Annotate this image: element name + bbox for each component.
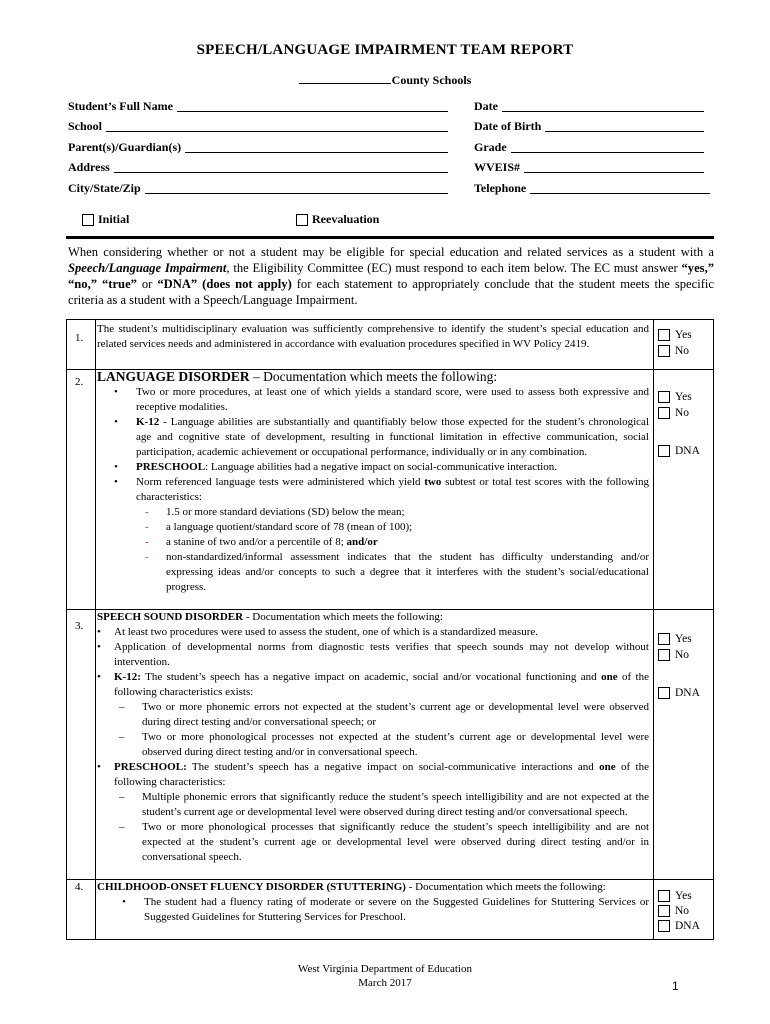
school-field[interactable]: [68, 119, 448, 134]
item-3-text: [97, 610, 649, 865]
answer-column-divider: [653, 320, 654, 939]
reevaluation-label: Reevaluation: [312, 212, 380, 226]
intro-text-1: When considering whether or not a student may be eligible for special education and related services as a student with a: [68, 245, 714, 259]
item-3-bullet-1: • At least two procedures were used to assess the student, one of which is a standardized measure.: [97, 626, 538, 638]
item-2-no[interactable]: [658, 407, 689, 419]
item-1-yes[interactable]: [658, 329, 692, 341]
item-1-no-label: No: [675, 345, 690, 357]
item-3-yes[interactable]: [658, 633, 692, 645]
item-2-text: [97, 369, 649, 595]
telephone-label: Telephone: [474, 181, 527, 195]
item-2-dna[interactable]: [658, 445, 700, 457]
item-3-yes-label: Yes: [675, 633, 692, 645]
date-line[interactable]: [502, 100, 704, 112]
page-number: 1: [672, 979, 679, 993]
item-2-number: 2.: [75, 376, 84, 388]
reevaluation-checkbox[interactable]: [296, 214, 308, 226]
initial-option[interactable]: [82, 212, 129, 227]
item-3-sub-3: – Multiple phonemic errors that significantly reduce the student’s speech intelligibility and are not expected at the student’s current age or developmental level were observed during direct testing and/or conversational speech.: [119, 791, 649, 818]
item-3-heading: SPEECH SOUND DISORDER: [97, 611, 244, 623]
dob-label: Date of Birth: [474, 119, 542, 133]
item-3-dna-checkbox[interactable]: [658, 687, 670, 699]
intro-term: Speech/Language Impairment: [68, 261, 227, 275]
intro-dna: “DNA” (does not apply): [157, 277, 292, 291]
item-1-no[interactable]: [658, 345, 689, 357]
wveis-label: WVEIS#: [474, 160, 521, 174]
wveis-line[interactable]: [524, 161, 704, 173]
item-3-no[interactable]: [658, 649, 689, 661]
school-label: School: [68, 119, 103, 133]
item-3-dna-label: DNA: [675, 687, 700, 699]
item-3-bullet-2: • Application of developmental norms from diagnostic tests verifies that speech sounds may not develop without intervention.: [97, 641, 649, 668]
item-4-bullet-1: • The student had a fluency rating of moderate or severe on the Suggested Guidelines for Stuttering Services or Suggested Guidelines for Stuttering Services for Preschool.: [122, 896, 649, 923]
item-2-sub-1: - 1.5 or more standard deviations (SD) below the mean;: [145, 506, 405, 518]
telephone-line[interactable]: [530, 182, 710, 194]
item-4-yes-label: Yes: [675, 890, 692, 902]
item-1-text: The student’s multidisciplinary evaluation was sufficiently comprehensive to identify the student’s special education and related services needs and administered in accordance with evaluation procedures specified in WV Policy 2419.: [97, 323, 649, 350]
address-line[interactable]: [114, 161, 448, 173]
address-field[interactable]: [68, 160, 448, 175]
reevaluation-option[interactable]: [296, 212, 379, 227]
intro-paragraph: [68, 244, 714, 308]
address-label: Address: [68, 160, 110, 174]
county-label: County Schools: [391, 73, 472, 87]
item-2-dna-label: DNA: [675, 445, 700, 457]
parents-label: Parent(s)/Guardian(s): [68, 140, 182, 154]
footer-org: West Virginia Department of Education: [297, 963, 472, 975]
parents-line[interactable]: [185, 141, 448, 153]
city-field[interactable]: [68, 181, 448, 196]
item-2-sub-2: - a language quotient/standard score of 78 (mean of 100);: [145, 521, 413, 533]
page-title: SPEECH/LANGUAGE IMPAIRMENT TEAM REPORT: [196, 42, 574, 58]
item-1-yes-checkbox[interactable]: [658, 329, 670, 341]
item-1-no-checkbox[interactable]: [658, 345, 670, 357]
item-2-yes-checkbox[interactable]: [658, 391, 670, 403]
item-4-heading-rest: - Documentation which meets the following:: [405, 881, 606, 893]
item-3-number: 3.: [75, 620, 84, 632]
item-4-no[interactable]: [658, 905, 689, 917]
student-name-label: Student’s Full Name: [68, 99, 173, 113]
item-2-no-label: No: [675, 407, 690, 419]
item-1-number: 1.: [75, 332, 84, 344]
item-3-bullet-3: • K-12: The student’s speech has a negative impact on academic, social and/or vocational functioning and one of the following characteristics exists:: [97, 671, 649, 698]
item-2-sub-4: - non-standardized/informal assessment indicates that the student has difficulty understanding and/or expressing ideas and/or concepts to such a degree that it interferes with the student’s social/educational progress.: [145, 551, 649, 593]
item-3-bullet-4: • PRESCHOOL: The student’s speech has a negative impact on social-communicative interactions and one of the following characteristics:: [97, 761, 649, 788]
dob-line[interactable]: [545, 120, 704, 132]
item-4-no-checkbox[interactable]: [658, 905, 670, 917]
city-label: City/State/Zip: [68, 181, 141, 195]
item-4-text: [97, 880, 649, 925]
county-blank[interactable]: [299, 71, 391, 84]
item-2-bullet-3: • PRESCHOOL: Language abilities had a negative impact on social-communicative interaction.: [114, 461, 557, 473]
grade-field[interactable]: [474, 140, 704, 155]
grade-label: Grade: [474, 140, 507, 154]
county-line: [0, 71, 770, 88]
item-4-dna-label: DNA: [675, 920, 700, 932]
initial-label: Initial: [98, 212, 130, 226]
item-3-dna[interactable]: [658, 687, 700, 699]
criteria-table: [66, 319, 714, 940]
item-2-sub-3: - a stanine of two and/or a percentile of 8; and/or: [145, 536, 378, 548]
student-name-line[interactable]: [177, 100, 448, 112]
item-3-sub-2: – Two or more phonological processes not expected at the student’s current age or developmental level were observed during direct testing and/or in conversational speech.: [119, 731, 649, 758]
city-line[interactable]: [145, 182, 448, 194]
item-3-yes-checkbox[interactable]: [658, 633, 670, 645]
item-2-dna-checkbox[interactable]: [658, 445, 670, 457]
item-4-yes[interactable]: [658, 890, 692, 902]
item-4-yes-checkbox[interactable]: [658, 890, 670, 902]
initial-checkbox[interactable]: [82, 214, 94, 226]
item-3-no-label: No: [675, 649, 690, 661]
intro-text-2: , the Eligibility Committee (EC) must respond to each item below. The EC must answer: [226, 261, 682, 275]
item-2-yes-label: Yes: [675, 391, 692, 403]
intro-text-4: for each statement to appropriately conclude that the student meets the specific criteria as a student with a Speech/Language Impairment.: [68, 277, 714, 307]
intro-answers: “yes,” “no,” “true”: [68, 261, 715, 291]
item-3-sub-1: – Two or more phonemic errors not expected at the student’s current age or developmental level were observed during direct testing and/or conversational speech; or: [119, 701, 649, 728]
parents-field[interactable]: [68, 140, 448, 155]
section-divider: [66, 236, 714, 239]
grade-line[interactable]: [511, 141, 704, 153]
date-label: Date: [474, 99, 498, 113]
dob-field[interactable]: [474, 119, 704, 134]
item-2-no-checkbox[interactable]: [658, 407, 670, 419]
item-2-yes[interactable]: [658, 391, 692, 403]
item-4-number: 4.: [75, 881, 84, 893]
item-4-dna[interactable]: [658, 920, 700, 932]
telephone-field[interactable]: [474, 181, 710, 196]
intro-text-3: or: [136, 277, 158, 291]
item-2-bullet-4: • Norm referenced language tests were administered which yield two subtest or total test scores with the following characteristics:: [114, 476, 649, 503]
item-4-no-label: No: [675, 905, 690, 917]
wveis-field[interactable]: [474, 160, 704, 175]
date-field[interactable]: [474, 99, 704, 114]
school-line[interactable]: [106, 120, 448, 132]
item-3-heading-rest: - Documentation which meets the following:: [243, 611, 443, 623]
number-column-divider: [95, 320, 96, 939]
item-2-heading: LANGUAGE DISORDER: [97, 369, 250, 384]
item-3-no-checkbox[interactable]: [658, 649, 670, 661]
item-2-bullet-1: • Two or more procedures, at least one of which yields a standard score, were used to assess both expressive and receptive modalities.: [114, 386, 649, 413]
student-name-field[interactable]: [68, 99, 448, 114]
item-2-heading-rest: – Documentation which meets the following:: [249, 369, 498, 384]
item-4-dna-checkbox[interactable]: [658, 920, 670, 932]
footer-date: March 2017: [358, 977, 412, 989]
item-1-yes-label: Yes: [675, 329, 692, 341]
item-2-bullet-2: • K-12 - Language abilities are substantially and quantifiably below those expected for the student’s chronological age and cognitive state of development, resulting in functional limitation in effective communication, social participation, academic achievement or occupational performance, individually or in any combination.: [114, 416, 649, 458]
item-4-heading: CHILDHOOD-ONSET FLUENCY DISORDER (STUTTERING): [97, 881, 406, 893]
item-3-sub-4: – Two or more phonological processes that significantly reduce the student’s speech intelligibility and are not expected at the student’s current age or developmental level were observed during direct testing and/or in conversational speech.: [119, 821, 649, 863]
